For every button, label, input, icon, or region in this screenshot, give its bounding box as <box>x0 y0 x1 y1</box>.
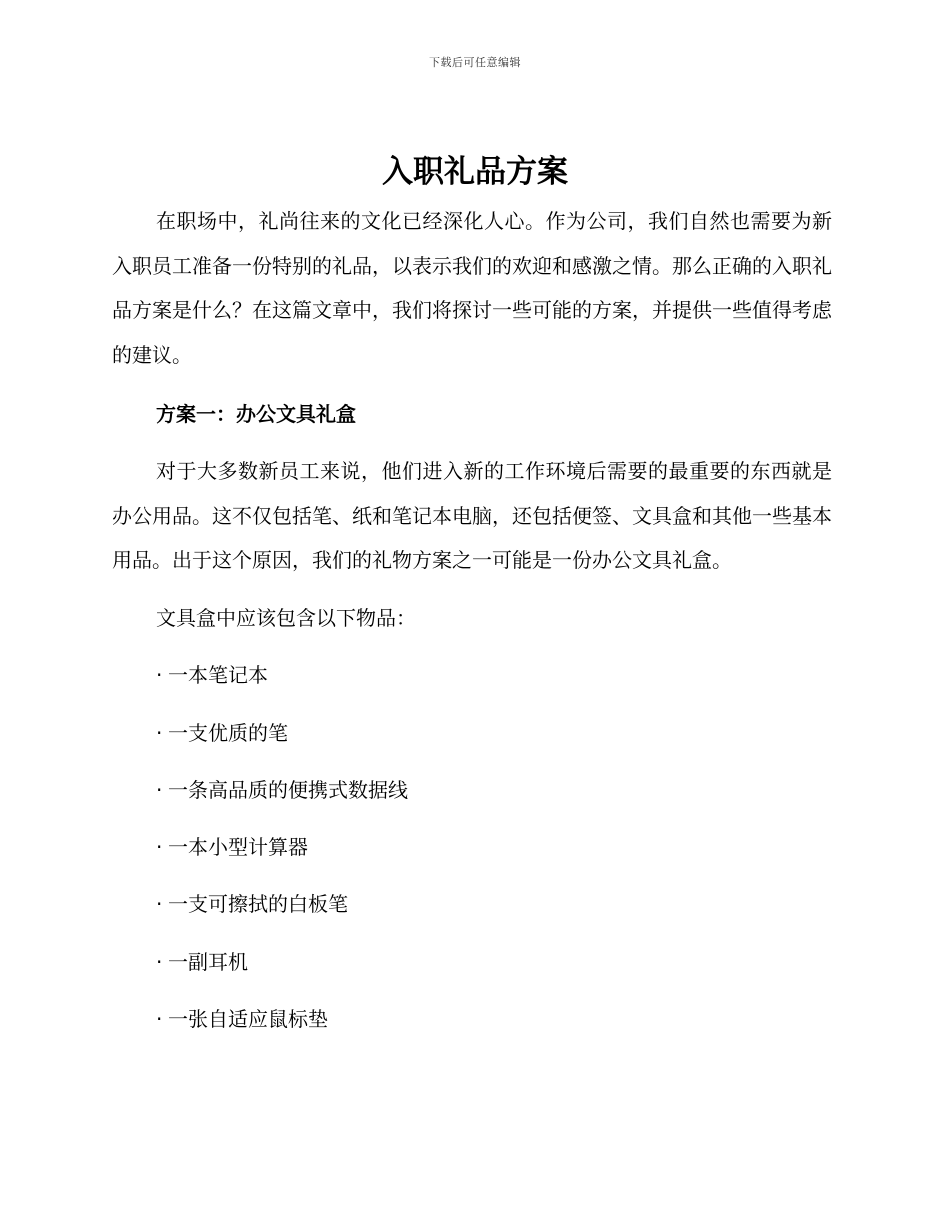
list-item <box>112 997 832 1041</box>
document-title: 入职礼品方案 <box>382 154 568 190</box>
list-item <box>112 940 832 984</box>
list-intro: 文具盒中应该包含以下物品： <box>156 605 416 630</box>
list-item <box>112 768 832 812</box>
list-item-text: 一支优质的笔 <box>168 720 288 745</box>
bullet-icon: · <box>156 1007 163 1032</box>
section-paragraph: 对于大多数新员工来说，他们进入新的工作环境后需要的最重要的东西就是办公用品。这不仅包括笔、纸和笔记本电脑，还包括便签、文具盒和其他一些基本用品。出于这个原因，我们的礼物方案之一可能是一份办公文具礼盒。 <box>112 459 832 572</box>
list-item <box>112 825 832 869</box>
intro-paragraph: 在职场中，礼尚往来的文化已经深化人心。作为公司，我们自然也需要为新入职员工准备一份特别的礼品，以表示我们的欢迎和感激之情。那么正确的入职礼品方案是什么？在这篇文章中，我们将探讨一些可能的方案，并提供一些值得考虑的建议。 <box>112 209 832 367</box>
bullet-icon: · <box>156 892 163 917</box>
list-item-text: 一本小型计算器 <box>168 835 308 860</box>
section-heading: 方案一：办公文具礼盒 <box>156 402 356 426</box>
bullet-icon: · <box>156 777 163 802</box>
bullet-icon: · <box>156 720 163 745</box>
list-item-text: 一条高品质的便携式数据线 <box>168 777 408 802</box>
list-item <box>112 882 832 926</box>
list-item-text: 一本笔记本 <box>168 663 268 688</box>
list-item <box>112 711 832 755</box>
header-note: 下载后可任意编辑 <box>429 56 521 69</box>
list-item-text: 一支可擦拭的白板笔 <box>168 892 348 917</box>
bullet-icon: · <box>156 835 163 860</box>
bullet-icon: · <box>156 949 163 974</box>
bullet-icon: · <box>156 663 163 688</box>
gift-item-list <box>112 653 832 1041</box>
list-item-text: 一张自适应鼠标垫 <box>168 1007 328 1032</box>
list-item-text: 一副耳机 <box>168 949 248 974</box>
list-item <box>112 653 832 697</box>
document-body <box>112 199 832 1054</box>
